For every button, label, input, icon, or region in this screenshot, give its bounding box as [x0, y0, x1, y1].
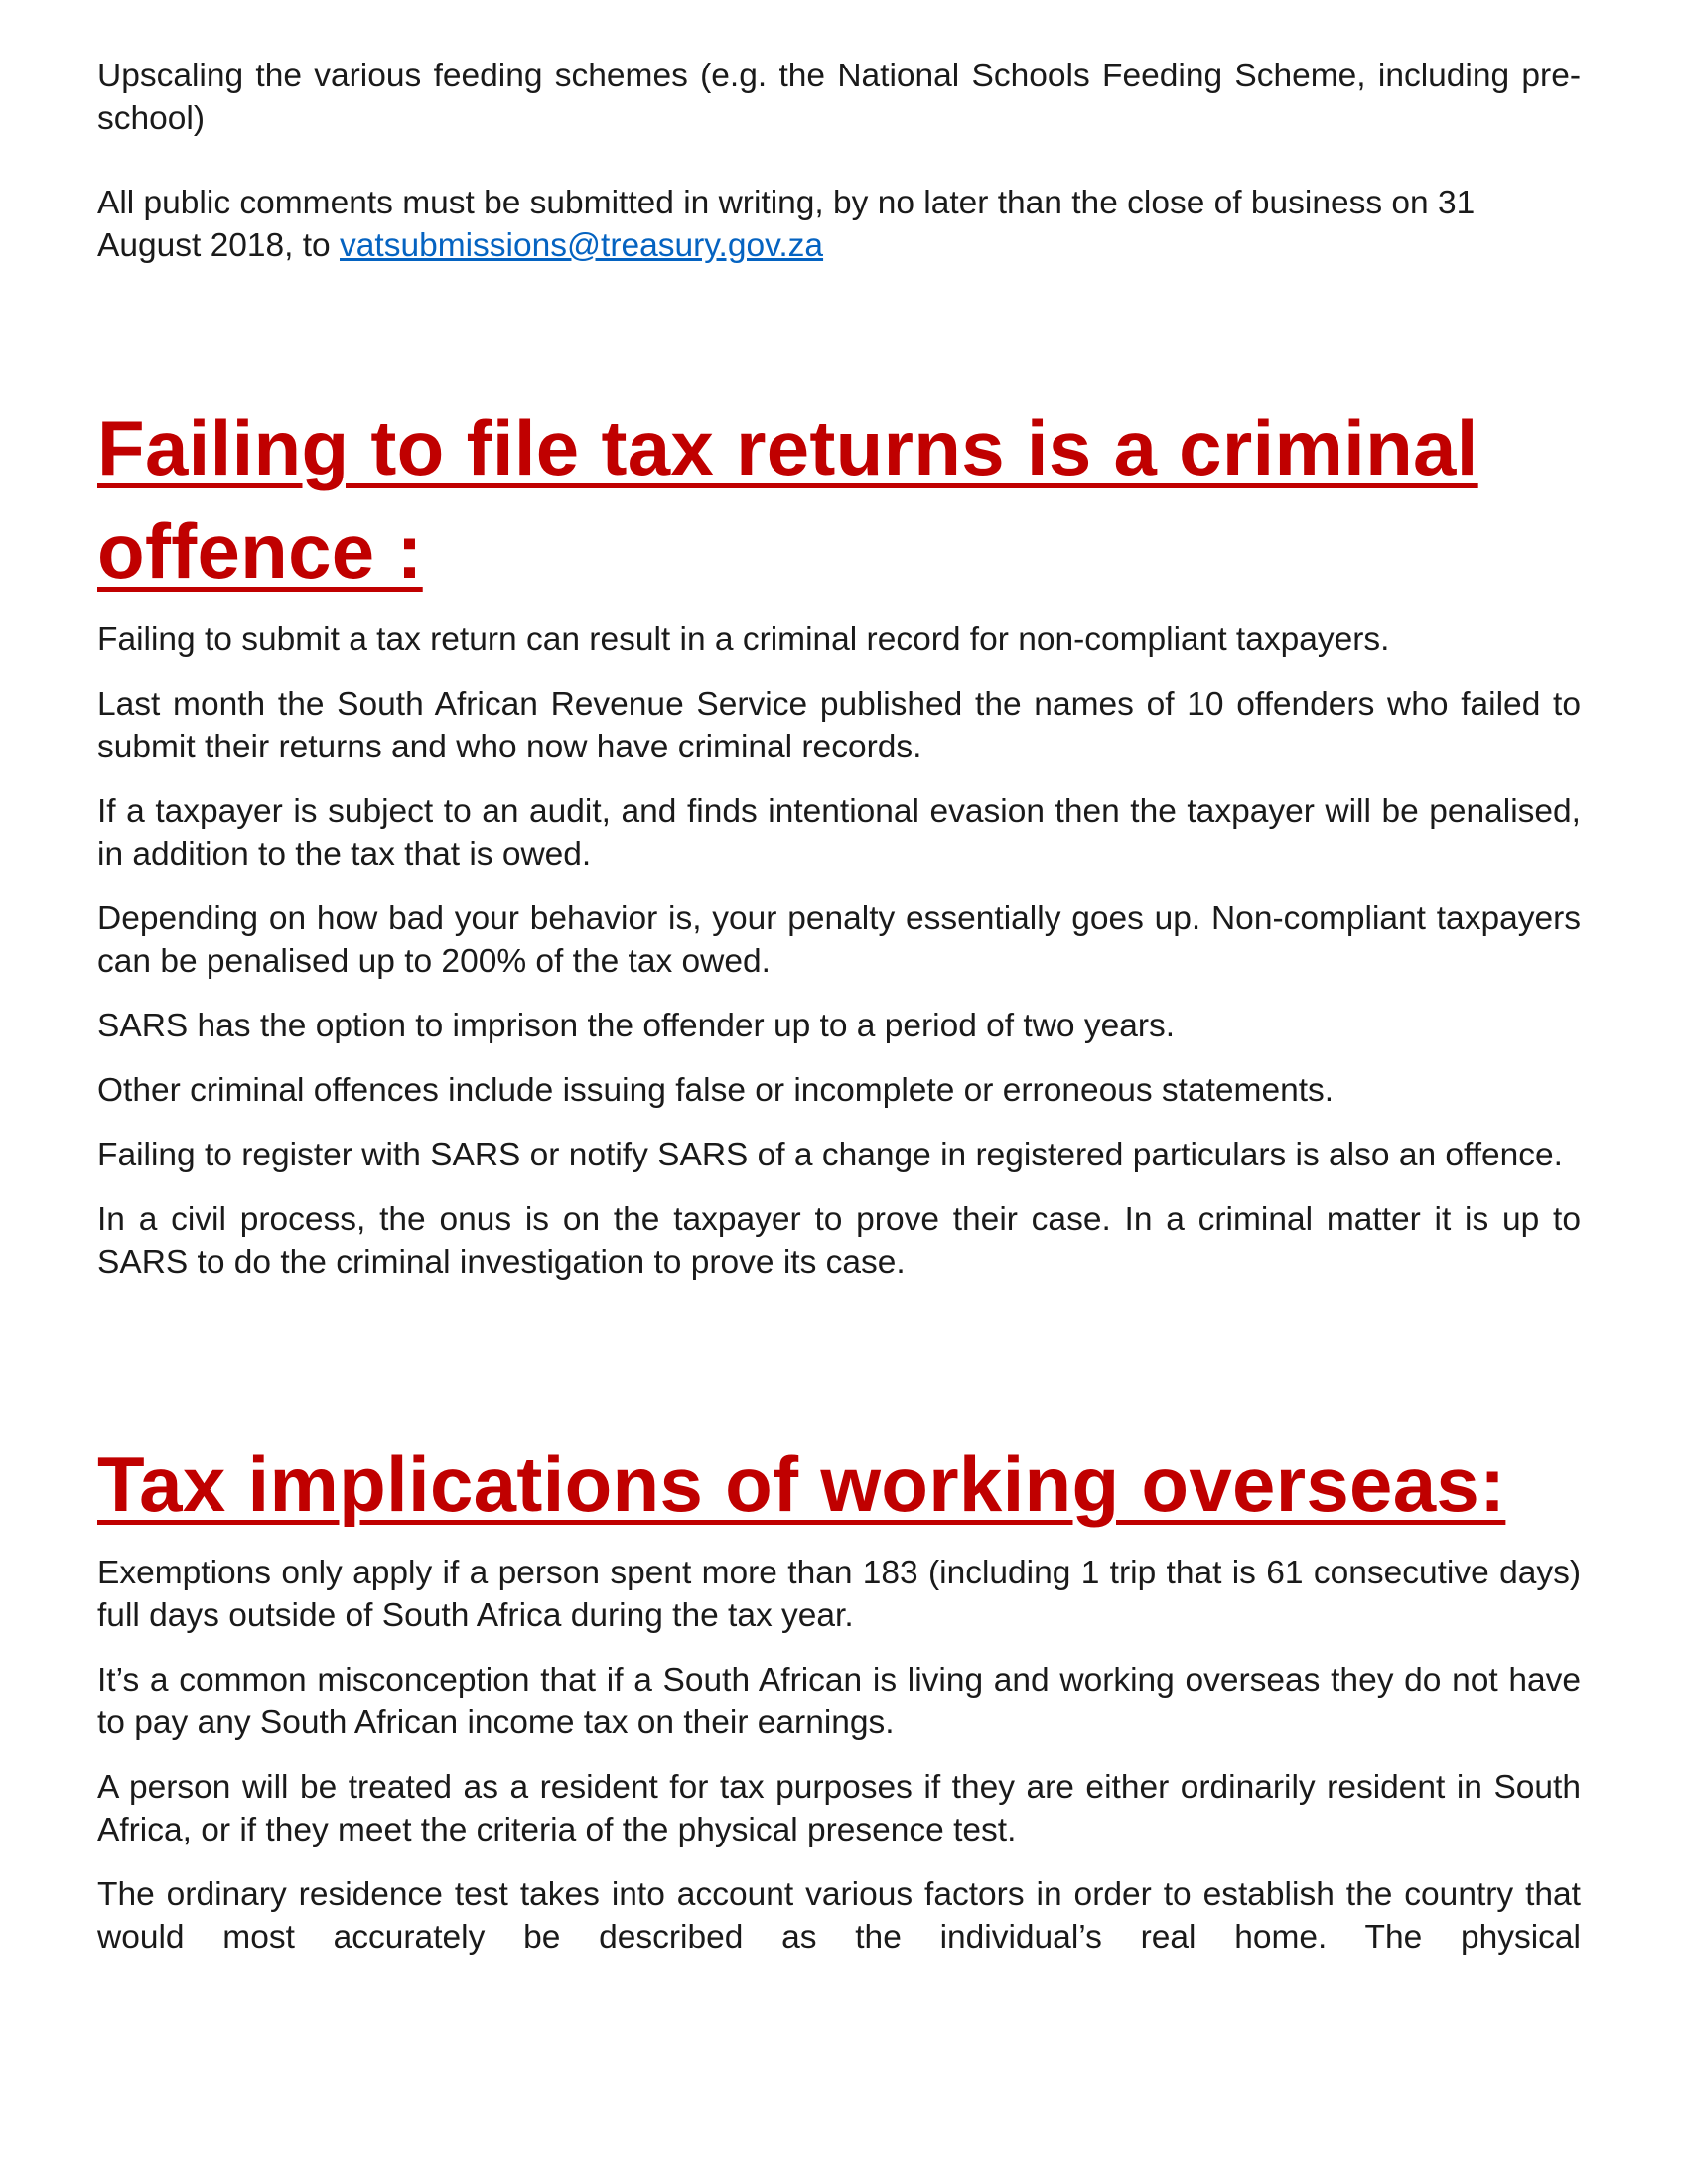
criminal-paragraph-5: SARS has the option to imprison the offender up to a period of two years. — [97, 1008, 1176, 1044]
overseas-paragraph-1: Exemptions only apply if a person spent more than 183 (including 1 trip that is 61 consecutive days) full days outside of South Africa during the tax year. — [97, 1555, 1581, 1634]
heading-criminal-offence: Failing to file tax returns is a criminal offence : — [97, 404, 1478, 595]
submissions-email-link[interactable]: vatsubmissions@treasury.gov.za — [340, 227, 824, 264]
criminal-paragraph-3: If a taxpayer is subject to an audit, and finds intentional evasion then the taxpayer will be penalised, in addition to the tax that is owed. — [97, 793, 1581, 873]
overseas-paragraph-3: A person will be treated as a resident for tax purposes if they are either ordinarily resident in South Africa, or if they meet the criteria of the physical presence test. — [97, 1769, 1581, 1848]
criminal-paragraph-2: Last month the South African Revenue Service published the names of 10 offenders who failed to submit their returns and who now have criminal records. — [97, 686, 1581, 765]
overseas-paragraph-4: The ordinary residence test takes into account various factors in order to establish the country that would most accurately be described as the individual’s real home. The physical — [97, 1876, 1581, 1956]
section-working-overseas — [97, 1433, 1581, 1959]
public-comments-text: All public comments must be submitted in writing, by no later than the close of business on 31 August 2018, to — [97, 185, 1476, 264]
criminal-paragraph-4: Depending on how bad your behavior is, your penalty essentially goes up. Non-compliant taxpayers can be penalised up to 200% of the tax owed. — [97, 900, 1581, 980]
criminal-paragraph-7: Failing to register with SARS or notify SARS of a change in registered particulars is also an offence. — [97, 1137, 1563, 1173]
criminal-paragraph-6: Other criminal offences include issuing false or incomplete or erroneous statements. — [97, 1072, 1335, 1109]
section-criminal-offence — [97, 396, 1581, 1284]
document-page — [97, 55, 1581, 1980]
criminal-paragraph-1: Failing to submit a tax return can result in a criminal record for non-compliant taxpayers. — [97, 621, 1390, 658]
criminal-paragraph-8: In a civil process, the onus is on the taxpayer to prove their case. In a criminal matter it is up to SARS to do the criminal investigation to prove its case. — [97, 1201, 1581, 1281]
intro-public-comments — [97, 182, 1581, 267]
intro-feeding-schemes: Upscaling the various feeding schemes (e.g. the National Schools Feeding Scheme, including pre-school) — [97, 58, 1581, 137]
heading-working-overseas: Tax implications of working overseas: — [97, 1440, 1506, 1528]
overseas-paragraph-2: It’s a common misconception that if a South African is living and working overseas they do not have to pay any South African income tax on their earnings. — [97, 1662, 1581, 1741]
